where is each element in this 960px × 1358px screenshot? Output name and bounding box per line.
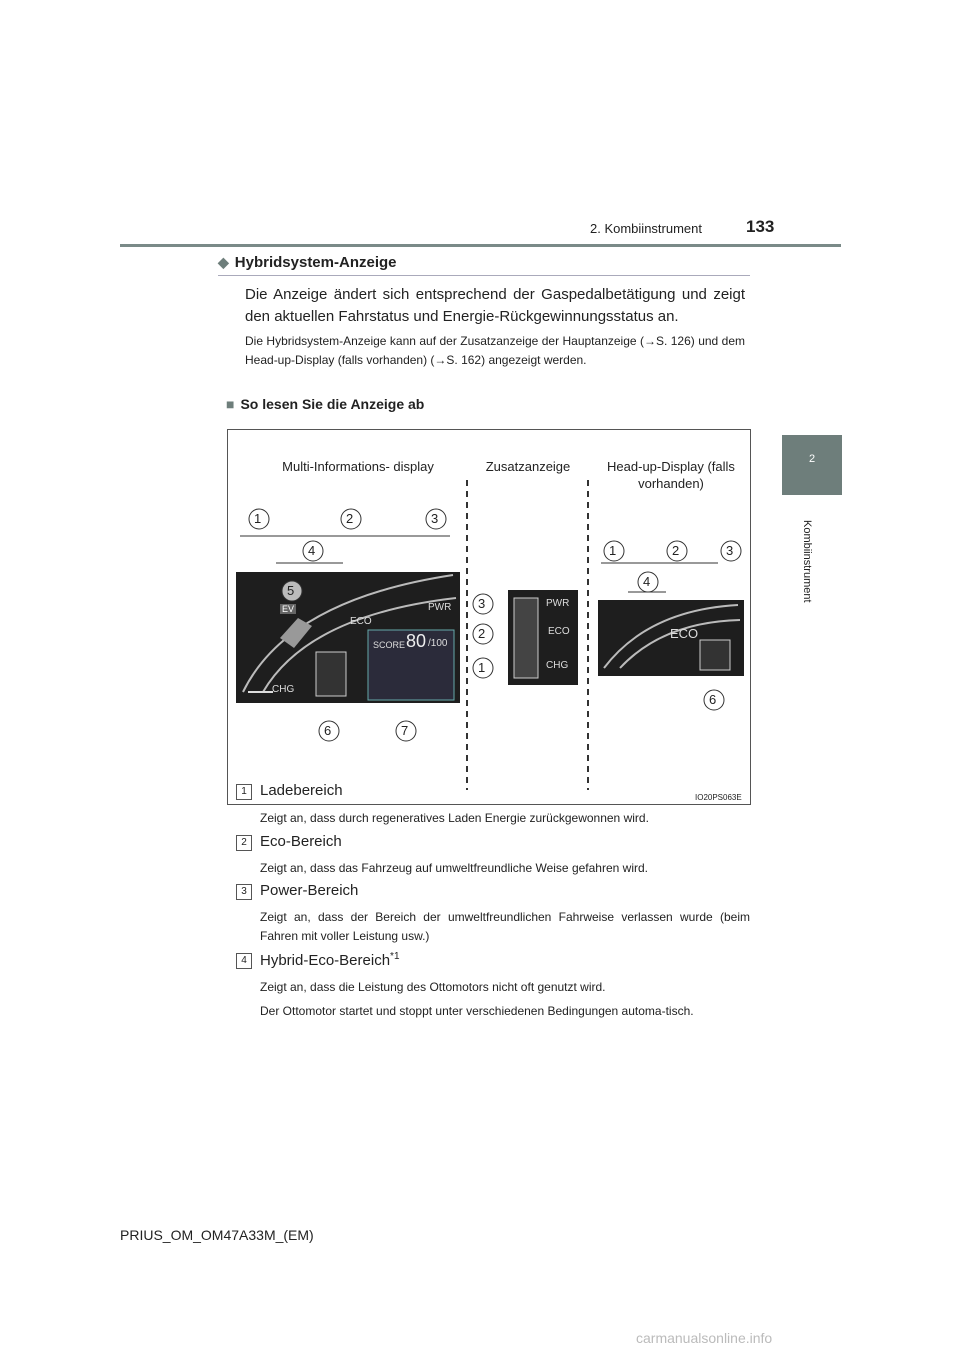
callout-7: 7 — [401, 723, 409, 738]
score-value: 80 — [406, 631, 427, 651]
doc-code: PRIUS_OM_OM47A33M_(EM) — [120, 1227, 314, 1243]
item-title: Hybrid-Eco-Bereich$^{*1}$ — [260, 951, 400, 969]
callout-3: 3 — [431, 511, 439, 526]
score-max: /100 — [428, 638, 448, 649]
caption-multi-info: Multi-Informations- display — [282, 459, 434, 474]
note-text: Die Hybridsystem-Anzeige kann auf der Zusatzanzeige der Hauptanzeige (→S. 126) und dem Head-up-Display (falls vorhanden) (→S. 162) angezeigt werden. — [245, 334, 745, 367]
label-chg: CHG — [272, 684, 295, 695]
zusatz-label-pwr: PWR — [546, 598, 570, 609]
figure-graphic — [228, 430, 750, 804]
section-rule — [218, 275, 750, 276]
figure-id: IO20PS063E — [695, 793, 742, 802]
footnote-marker: *1 — [390, 951, 400, 962]
zusatz-label-chg: CHG — [546, 660, 569, 671]
header-rule — [120, 244, 841, 247]
item-desc: Zeigt an, dass der Bereich der umweltfreundlichen Fahrweise verlassen wurde (beim Fahren mit voller Leistung usw.) — [260, 910, 750, 943]
item-number: 2 — [236, 835, 252, 851]
callout-4-hud: 4 — [643, 574, 651, 589]
square-bullet-icon: ■ — [226, 396, 235, 412]
caption-hud: Head-up-Display (falls vorhanden) — [607, 459, 735, 491]
chapter-tab: 2 — [782, 435, 842, 495]
item-desc: Zeigt an, dass die Leistung des Ottomotors nicht oft genutzt wird. — [260, 980, 606, 994]
item-title: Eco-Bereich — [260, 833, 342, 850]
callout-4: 4 — [308, 543, 316, 558]
diamond-icon: ◆ — [218, 254, 229, 270]
item-number: 3 — [236, 884, 252, 900]
callout-2-hud: 2 — [672, 543, 680, 558]
callout-2-zusatz: 2 — [478, 626, 486, 641]
callout-1-zusatz: 1 — [478, 660, 486, 675]
callout-5: 5 — [287, 583, 295, 598]
callout-2: 2 — [346, 511, 354, 526]
zusatz-label-eco: ECO — [548, 626, 570, 637]
callout-1-hud: 1 — [609, 543, 617, 558]
callout-3-zusatz: 3 — [478, 596, 486, 611]
ev-indicator: EV — [282, 604, 295, 614]
chapter-tab-label: Kombiinstrument — [801, 520, 813, 603]
callout-1: 1 — [254, 511, 262, 526]
caption-zusatz: Zusatzanzeige — [485, 459, 571, 474]
section-title: ◆ Hybridsystem-Anzeige — [218, 254, 397, 271]
item-number: 1 — [236, 784, 252, 800]
callout-6-hud: 6 — [709, 692, 717, 707]
page-number: 133 — [746, 217, 775, 236]
label-eco: ECO — [350, 616, 372, 627]
subsection-title: ■ So lesen Sie die Anzeige ab — [226, 396, 425, 412]
watermark: carmanualsonline.info — [636, 1330, 773, 1346]
figure-hybrid-indicator — [227, 429, 751, 805]
callout-6: 6 — [324, 723, 332, 738]
intro-text: Die Anzeige ändert sich entsprechend der Gaspedalbetätigung und zeigt den aktuellen Fahrstatus und Energie-Rückgewinnungsstatus an. — [245, 286, 745, 325]
item-desc: Zeigt an, dass das Fahrzeug auf umweltfreundliche Weise gefahren wird. — [260, 861, 648, 875]
item-title: Power-Bereich — [260, 882, 359, 899]
label-pwr: PWR — [428, 602, 452, 613]
hud-label-eco: ECO — [670, 626, 699, 641]
item-desc: Zeigt an, dass durch regeneratives Laden Energie zurückgewonnen wird. — [260, 811, 649, 825]
chapter-title: 2. Kombiinstrument — [590, 221, 702, 236]
item-title: Ladebereich — [260, 782, 343, 799]
label-score: SCORE — [373, 640, 406, 650]
item-desc-2: Der Ottomotor startet und stoppt unter verschiedenen Bedingungen automa-tisch. — [260, 1004, 694, 1018]
callout-3-hud: 3 — [726, 543, 734, 558]
item-number: 4 — [236, 953, 252, 969]
